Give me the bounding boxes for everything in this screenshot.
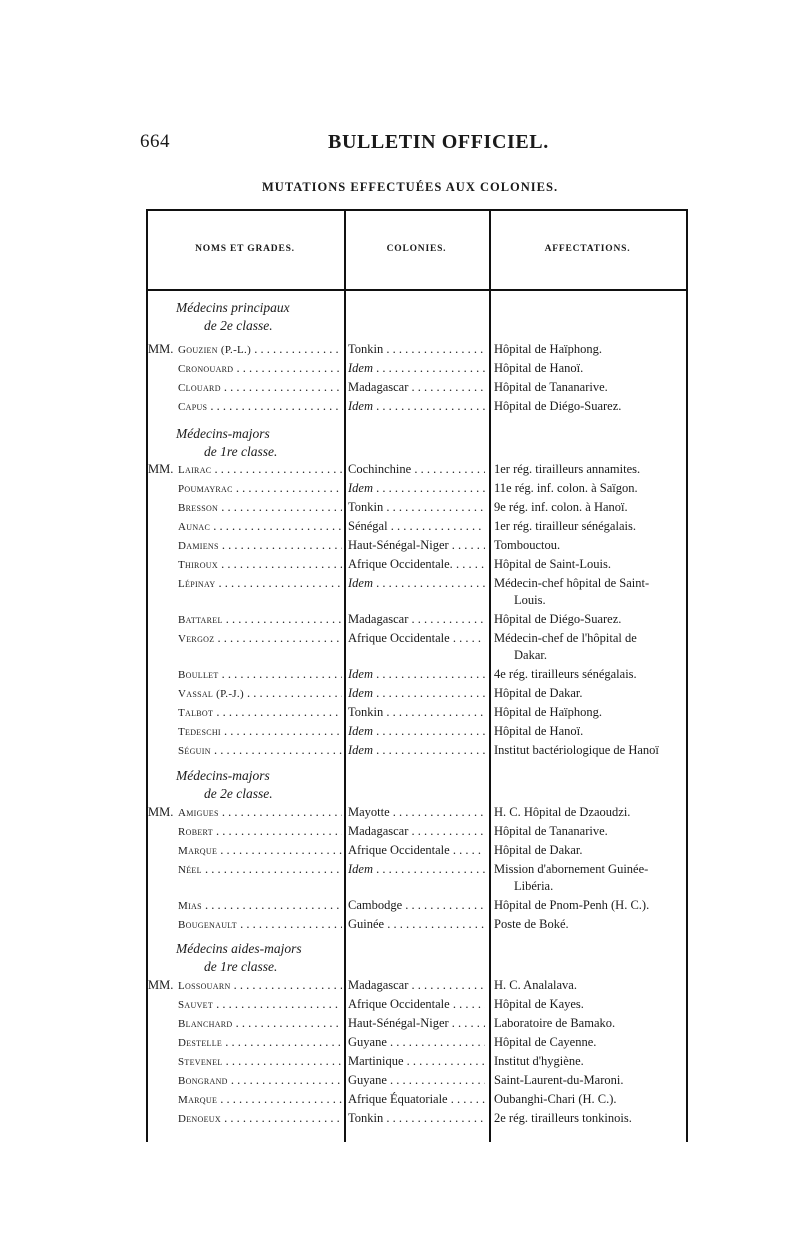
colony-name: Guinée	[348, 917, 385, 931]
officer-name: Stevenel	[178, 1056, 223, 1068]
affectation: Médecin-chef hôpital de Saint-	[494, 576, 650, 590]
affectation: Oubanghi-Chari (H. C.).	[494, 1092, 617, 1106]
officer-name: Vergoz	[178, 633, 215, 645]
officer-name: Lossouarn	[178, 980, 231, 992]
officer-name: Denoeux	[178, 1113, 221, 1125]
affectation: Hôpital de Haïphong.	[494, 705, 602, 719]
officer-name: Amigues	[178, 807, 219, 819]
officer-name: Cronouard	[178, 363, 234, 375]
affectation: 1er rég. tirailleur sénégalais.	[494, 519, 636, 533]
colony-name: Afrique Occidentale.	[348, 557, 453, 571]
affectation: Hôpital de Haïphong.	[494, 342, 602, 356]
affectation: 9e rég. inf. colon. à Hanoï.	[494, 500, 628, 514]
colony-name: Sénégal	[348, 519, 388, 533]
affectation: 11e rég. inf. colon. à Saïgon.	[494, 481, 638, 495]
section-heading: Médecins aides-majors de 1re classe.	[176, 941, 302, 974]
affectation: Hôpital de Kayes.	[494, 997, 584, 1011]
officer-name: Clouard	[178, 382, 221, 394]
affectation: Hôpital de Tananarive.	[494, 824, 608, 838]
colony-name: Madagascar	[348, 612, 409, 626]
colony-name: Guyane	[348, 1073, 387, 1087]
officer-name: Gouzien (P.-L.)	[178, 344, 252, 356]
affectation: Institut bactériologique de Hanoï	[494, 743, 659, 757]
officer-name: Robert	[178, 826, 213, 838]
colony-name: Haut-Sénégal-Niger	[348, 1016, 449, 1030]
colony-name: Idem	[348, 862, 373, 876]
section-heading: Médecins-majors de 2e classe.	[176, 768, 273, 801]
colony-name: Madagascar	[348, 380, 409, 394]
affectation: Mission d'abornement Guinée-	[494, 862, 649, 876]
officer-name: Capus	[178, 401, 208, 413]
colony-name: Idem	[348, 724, 373, 738]
affectation: 2e rég. tirailleurs tonkinois.	[494, 1111, 632, 1125]
section-heading: Médecins principaux de 2e classe.	[176, 300, 290, 333]
officer-name: Damiens	[178, 540, 219, 552]
page-number: 664	[140, 131, 170, 152]
colony-name: Tonkin	[348, 705, 384, 719]
colony-name: Afrique Occidentale	[348, 997, 450, 1011]
officer-name: Mias	[178, 900, 202, 912]
colony-name: Idem	[348, 576, 373, 590]
officer-name: Destelle	[178, 1037, 223, 1049]
column-header-noms: NOMS ET GRADES.	[195, 244, 295, 254]
affectation: Hôpital de Pnom-Penh (H. C.).	[494, 898, 650, 912]
officer-name: Poumayrac	[178, 483, 233, 495]
column-header-affectations: AFFECTATIONS.	[544, 244, 631, 254]
colony-name: Afrique Occidentale	[348, 631, 450, 645]
affectation: Hôpital de Cayenne.	[494, 1035, 597, 1049]
affectation-continuation: Dakar.	[514, 648, 547, 662]
colony-name: Idem	[348, 481, 373, 495]
officer-name: Sauvet	[178, 999, 214, 1011]
officer-name: Néel	[178, 864, 202, 876]
colony-name: Madagascar	[348, 978, 409, 992]
column-divider	[686, 209, 688, 1142]
affectation: Saint-Laurent-du-Maroni.	[494, 1073, 624, 1087]
officer-name: Aunac	[178, 521, 211, 533]
colony-name: Haut-Sénégal-Niger	[348, 538, 449, 552]
affectation: Hôpital de Hanoï.	[494, 724, 584, 738]
officer-name: Thiroux	[178, 559, 218, 571]
section-heading: Médecins-majors de 1re classe.	[176, 426, 278, 459]
affectation-continuation: Louis.	[514, 593, 546, 607]
officer-name: Séguin	[178, 745, 211, 757]
page-header	[140, 131, 680, 161]
colony-name: Idem	[348, 667, 373, 681]
running-head: BULLETIN OFFICIEL.	[328, 131, 549, 153]
table-top-rule	[146, 209, 688, 211]
officer-name: Boullet	[178, 669, 219, 681]
colony-name: Tonkin	[348, 342, 384, 356]
colony-name: Idem	[348, 399, 373, 413]
colony-name: Cambodge	[348, 898, 403, 912]
affectation: Hôpital de Dakar.	[494, 843, 583, 857]
affectation: Poste de Boké.	[494, 917, 569, 931]
officer-name: Lépinay	[178, 578, 216, 590]
officer-name: Talbot	[178, 707, 214, 719]
colony-name: Mayotte	[348, 805, 390, 819]
officer-name: Lairac	[178, 464, 212, 476]
colony-name: Martinique	[348, 1054, 404, 1068]
colony-name: Madagascar	[348, 824, 409, 838]
affectation: Hôpital de Saint-Louis.	[494, 557, 611, 571]
row-prefix: MM.	[148, 805, 174, 819]
colony-name: Afrique Occidentale	[348, 843, 450, 857]
row-prefix: MM.	[148, 978, 174, 992]
colony-name: Cochinchine	[348, 462, 412, 476]
column-divider	[344, 209, 346, 1142]
affectation: Hôpital de Tananarive.	[494, 380, 608, 394]
officer-name: Marque	[178, 1094, 218, 1106]
colony-name: Afrique Équatoriale	[348, 1092, 448, 1106]
column-divider	[489, 209, 491, 1142]
colony-name: Guyane	[348, 1035, 387, 1049]
officer-name: Bresson	[178, 502, 219, 514]
officer-name: Marque	[178, 845, 218, 857]
officer-name: Blanchard	[178, 1018, 233, 1030]
affectation-continuation: Libéria.	[514, 879, 554, 893]
affectation: Hôpital de Diégo-Suarez.	[494, 399, 622, 413]
affectation: Médecin-chef de l'hôpital de	[494, 631, 637, 645]
affectation: Tombouctou.	[494, 538, 561, 552]
colony-name: Tonkin	[348, 500, 384, 514]
colony-name: Idem	[348, 361, 373, 375]
colony-name: Idem	[348, 743, 373, 757]
header-rule	[146, 289, 688, 291]
officer-name: Bougenault	[178, 919, 237, 931]
affectation: Institut d'hygiène.	[494, 1054, 584, 1068]
row-prefix: MM.	[148, 342, 174, 356]
table-title: MUTATIONS EFFECTUÉES AUX COLONIES.	[262, 180, 559, 194]
officer-name: Vassal (P.-J.)	[178, 688, 244, 700]
affectation: Hôpital de Diégo-Suarez.	[494, 612, 622, 626]
affectation: 1er rég. tirailleurs annamites.	[494, 462, 641, 476]
affectation: H. C. Hôpital de Dzaoudzi.	[494, 805, 631, 819]
affectation: Hôpital de Dakar.	[494, 686, 583, 700]
column-header-colonies: COLONIES.	[386, 244, 447, 254]
mutations-table	[146, 209, 688, 1142]
affectation: 4e rég. tirailleurs sénégalais.	[494, 667, 637, 681]
officer-name: Bongrand	[178, 1075, 228, 1087]
affectation: H. C. Analalava.	[494, 978, 577, 992]
affectation: Laboratoire de Bamako.	[494, 1016, 616, 1030]
colony-name: Tonkin	[348, 1111, 384, 1125]
affectation: Hôpital de Hanoï.	[494, 361, 584, 375]
officer-name: Tedeschi	[178, 726, 221, 738]
officer-name: Battarel	[178, 614, 223, 626]
row-prefix: MM.	[148, 462, 174, 476]
colony-name: Idem	[348, 686, 373, 700]
